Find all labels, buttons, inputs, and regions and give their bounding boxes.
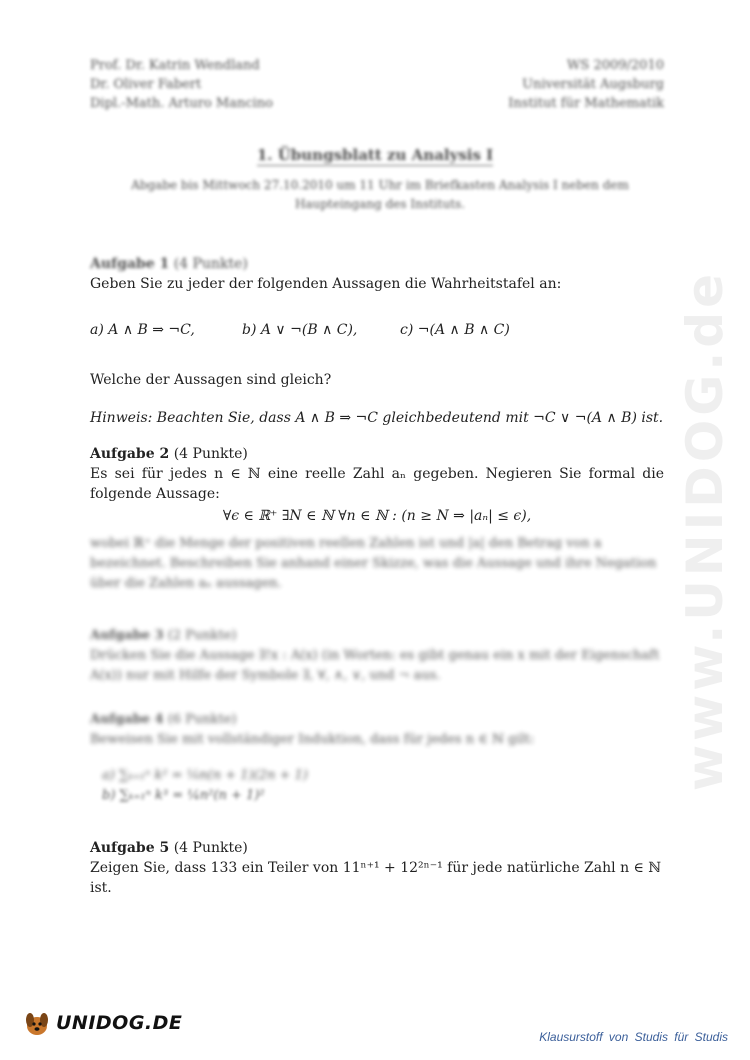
task-1-c: c) ¬(A ∧ B ∧ C) [400,322,510,338]
header-left [90,56,273,113]
task-1-a: a) A ∧ B ⇒ ¬C, [90,322,195,338]
task-1-b: b) A ∨ ¬(B ∧ C), [242,322,358,338]
author-line-2: Dr. Oliver Fabert [90,77,202,92]
author-line-3: Dipl.-Math. Arturo Mancino [90,96,273,111]
task-2 [90,444,664,594]
task-5-heading: Aufgabe 5 [90,840,170,856]
watermark: www.UNIDOG.de [676,270,734,792]
task-1-heading: Aufgabe 1 [90,256,170,272]
submission-note: Abgabe bis Mittwoch 27.10.2010 um 11 Uhr im Briefkasten Analysis I neben dem Haupteingang des Instituts. [131,178,629,211]
semester: WS 2009/2010 [567,58,664,73]
task-3-points: (2 Punkte) [167,628,237,643]
task-4-text: Beweisen Sie mit vollständiger Induktion, dass für jedes n ∈ ℕ gilt: [90,732,535,747]
task-3-heading: Aufgabe 3 [90,628,164,643]
task-4-b: b) ∑ₖ₌₁ⁿ k³ = ¼n²(n + 1)² [102,788,265,803]
dog-icon [22,1008,52,1038]
task-2-formula: ∀ϵ ∈ ℝ⁺ ∃N ∈ ℕ ∀n ∈ ℕ : (n ≥ N ⇒ |aₙ| ≤ ϵ), [222,508,532,524]
task-5 [90,838,664,898]
page-title: 1. Übungsblatt zu Analysis I [256,146,494,164]
task-1-hint: Hinweis: Beachten Sie, dass A ∧ B ⇒ ¬C gleichbedeutend mit ¬C ∨ ¬(A ∧ B) ist. [90,410,664,426]
university: Universität Augsburg [522,77,664,92]
task-2-points: (4 Punkte) [173,446,248,462]
institute: Institut für Mathematik [508,96,664,111]
author-line-1: Prof. Dr. Katrin Wendland [90,58,260,73]
header-right [508,56,664,113]
task-1 [90,254,664,428]
footer-tagline: Klausurstoff von Studis für Studis [539,1030,728,1044]
task-1-points: (4 Punkte) [173,256,248,272]
unidog-logo[interactable] [22,1008,182,1038]
task-4-a: a) ∑ₖ₌₁ⁿ k² = ⅙n(n + 1)(2n + 1) [102,768,308,783]
task-2-text: Es sei für jedes n ∈ ℕ eine reelle Zahl aₙ gegeben. Negieren Sie formal die folgende Aussage: [90,466,664,502]
task-1-question: Welche der Aussagen sind gleich? [90,372,332,388]
task-2-heading: Aufgabe 2 [90,446,170,462]
task-3 [90,626,664,686]
task-4 [90,710,664,806]
task-5-points: (4 Punkte) [173,840,248,856]
task-3-text: Drücken Sie die Aussage ∃!x : A(x) (in Worten: es gibt genau ein x mit der Eigenschaft A(x)) nur mit Hilfe der Symbole ∃, ∀, ∧, ∨, und ¬ aus. [90,648,660,683]
logo-text: UNIDOG.DE [56,1012,183,1034]
task-4-points: (6 Punkte) [167,712,237,727]
task-1-text: Geben Sie zu jeder der folgenden Aussagen die Wahrheitstafel an: [90,276,562,292]
task-5-text: Zeigen Sie, dass 133 ein Teiler von 11ⁿ⁺¹ + 12²ⁿ⁻¹ für jede natürliche Zahl n ∈ ℕ ist. [90,860,662,896]
task-2-text2: wobei ℝ⁺ die Menge der positiven reellen Zahlen ist und |a| den Betrag von a bezeichnet. Beschreiben Sie anhand einer Skizze, was die Aussage und ihre Negation über die Zahlen aₙ aussagen. [90,536,657,591]
task-4-heading: Aufgabe 4 [90,712,164,727]
